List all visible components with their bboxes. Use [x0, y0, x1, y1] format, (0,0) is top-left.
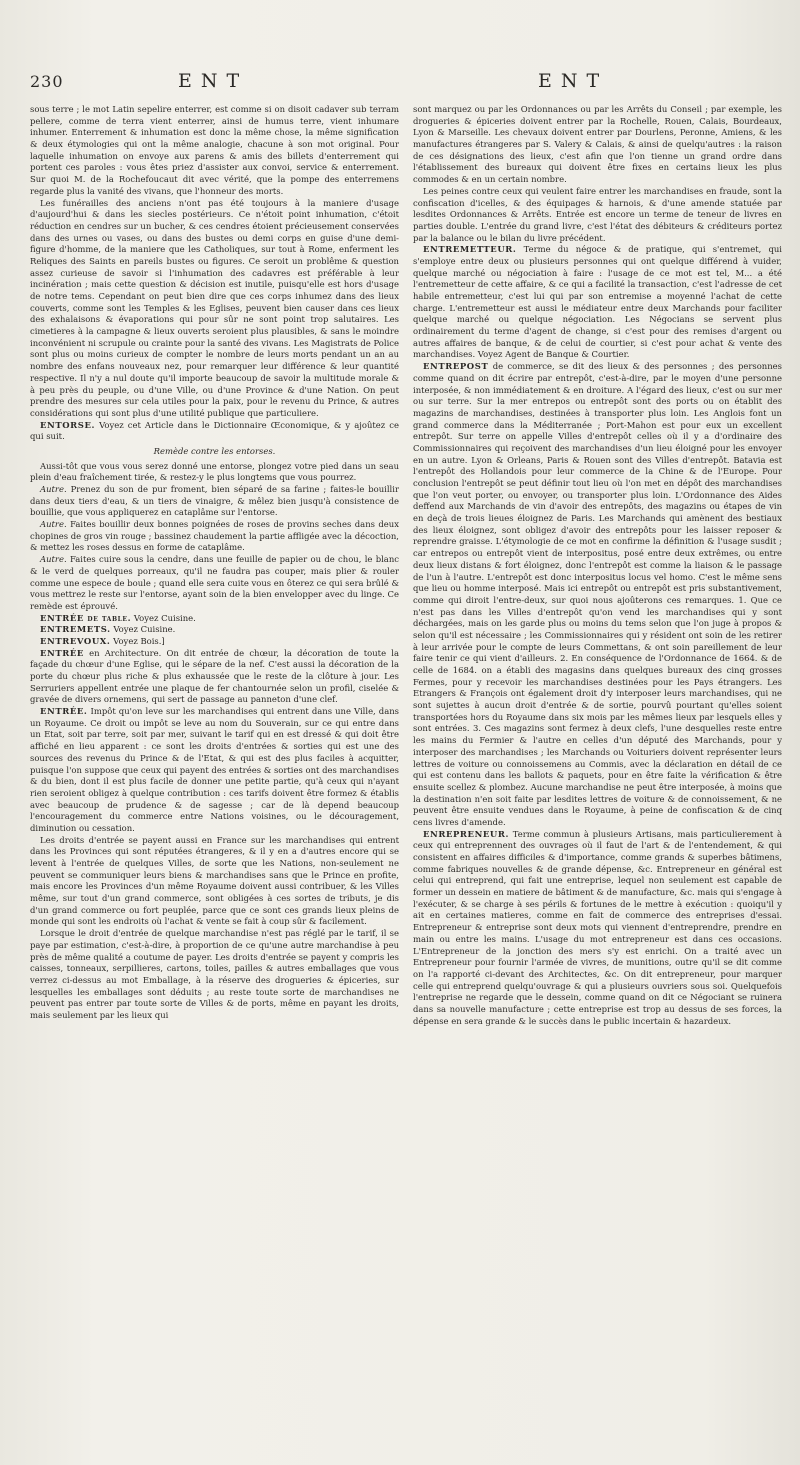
entry-headword: ENTRÉE de table.: [40, 612, 132, 623]
running-head-right: ENT: [538, 70, 609, 92]
entry-text: Faites cuire sous la cendre, dans une feuille de papier ou de chou, le blanc & le verd de quelques porreaux, qu'il ne faudra pas couper, mais plier & rouler comme une espece de boule ; quand elle sera cuite vous en ôterez ce qui sera brûlé & vous mettrez le reste sur l'entorse, ayant soin de la bien envelopper avec du linge. Ce remède est éprouvé.: [30, 554, 399, 611]
paragraph: [30, 624, 399, 636]
paragraph: [30, 104, 399, 198]
right-column: [413, 104, 782, 1455]
entry-headword: ENTORSE.: [40, 419, 96, 430]
paragraph: [30, 648, 399, 706]
entry-text: sous terre ; le mot Latin sepelire enterrer, est comme si on disoit cadaver sub terram pellere, comme de terra vient enterrer, ainsi de humus terre, vient inhumare inhumer. Enterrement & inhumation est donc la même chose, la même signification & deux étymologies qui ont la même analogie, chacune à son mot original. Pour laquelle inhumation on envoye aux parens & amis des billets d'enterrement qui portent ces paroles : vous êtes priez d'assister aux convoi, service & enterrement. Sur quoi M. de la Rochefoucaut dit avec vérité, que la pompe des enterremens regarde plus la vanité des vivans, que l'honneur des morts.: [30, 104, 399, 196]
entry-text: sont marquez ou par les Ordonnances ou par les Arrêts du Conseil ; par exemple, les drogueries & épiceries doivent entrer par la Rochelle, Rouen, Calais, Bourdeaux, Lyon & Marseille. Les chevaux doivent entrer par Dourlens, Peronne, Amiens, & les manufactures étrangeres par S. Valery & Calais, & ainsi de quelqu'autres : la raison de ces désignations des lieux, c'est afin que l'on tienne un grand ordre dans l'établissement des bureaux qui doivent être fixes en certains lieux les plus commodes & en un certain nombre.: [413, 104, 782, 185]
paragraph: [413, 361, 782, 829]
running-head-left: ENT: [178, 70, 249, 92]
entry-text: Remède contre les entorses.: [153, 445, 276, 456]
entry-text: en Architecture. On dit entrée de chœur, la décoration de toute la façade du chœur d'une Eglise, qui le sépare de la nef. C'est aussi la décoration de la porte du chœur plus riche & plus exhaussée que le reste de la clôture à jour. Les Serruriers appellent entrée une plaque de fer chantournée selon un profil, ciselée & gravée de divers ornemens, qui sert de passage au panneton d'une clef.: [30, 647, 399, 705]
entry-text: Prenez du son de pur froment, bien séparé de sa farine ; faites-le bouillir dans deux tiers d'eau, & un tiers de vinaigre, & mêlez bien jusqu'à consistence de bouillie, que vous appliquerez en cataplâme sur l'entorse.: [30, 484, 399, 518]
entry-text: Faites bouillir deux bonnes poignées de roses de provins seches dans deux chopines de gros vin rouge ; bassinez chaudement la partie affligée avec la décoction, & mettez les roses dessus en forme de cataplâme.: [30, 519, 399, 553]
paragraph: [30, 835, 399, 929]
paragraph: [30, 198, 399, 420]
paragraph: [30, 613, 399, 625]
paragraph: [30, 554, 399, 612]
text-columns: [30, 104, 782, 1455]
paragraph: [30, 519, 399, 554]
paragraph: [413, 186, 782, 244]
paragraph: [30, 420, 399, 443]
entry-headword: ENREPRENEUR.: [423, 828, 510, 839]
entry-headword: ENTREPOST: [423, 361, 489, 372]
entry-text: Impôt qu'on leve sur les marchandises qui entrent dans une Ville, dans un Royaume. Ce droit ou impôt se leve au nom du Souverain, sur ce qui entre dans un Etat, soit par terre, soit par mer, suivant le tarif qui en est dressé & qui doit être affiché en lieu apparent : ce sont les droits d'entrées & sorties qui est une des sources des revenus du Prince & de l'Etat, & qui est des plus faciles à acquitter, puisque l'on suppose que ceux qui payent des entrées & sorties ont des marchandises & du bien, dont il est plus facile de donner une petite partie, qu'à ceux qui n'ayant rien seroient obligez à quelque contribution : ces tarifs doivent être formez & établis avec beaucoup de prudence & de sagesse ; car de là depend beaucoup l'encouragement du commerce entre Nations voisines, ou le découragement, diminution ou cessation.: [30, 706, 399, 833]
variant-label: Autre.: [40, 484, 67, 494]
entry-text: de commerce, se dit des lieux & des personnes ; des personnes comme quand on dit écrire par entrepôt, c'est-à-dire, par le moyen d'une personne interposée, & non immédiatement & en droiture. A l'égard des lieux, c'est ou sur mer ou sur terre. Sur la mer entrepos ou entrepôt sont des ports ou on établit des magazins de marchandises, destinées à transporter plus loin. Les Anglois font un grand commerce dans la Méditerranée ; Port-Mahon est pour eux un excellent entrepôt. Sur terre on appelle Villes d'entrepôt celles où il y a d'ordinaire des Commissionnaires qui reçoivent des marchandises d'un lieu éloigné pour les envoyer en un autre. Lyon & Orleans, Paris & Rouen sont des Villes d'entrepôt. Batavia est l'entrepôt des Hollandois pour leur commerce de la Chine & de l'Europe. Pour conclusion l'entrepôt se peut définir tout lieu où l'on met en dépôt des marchandises que l'on veut porter, ou envoyer, ou transporter plus loin. L'Ordonnance des Aides deffend aux Marchands de vin d'avoir des entrepôts, des magazins ou étapes de vin en deçà de trois lieues éloignez de Paris. Les Marchands qui amènent des bestiaux des lieux éloignez, sont obligez d'avoir des entrepôts pour les laisser reposer & reprendre graisse. L'étymologie de ce mot en confirme la définition & l'usage susdit ; car entrepos ou entrepôt vient de interpositus, posé entre deux extrêmes, ou entre deux lieux distans & fort éloignez, donc l'entrepôt est comme la liaison & le passage de l'un à l'autre. L'entrepôt est donc interpositus locus vel homo. C'est le même sens que lieu ou homme interposé. Mais ici entrepôt ou entrepôt est pris substantivement, comme qui diroit l'entre-deux, sur quoi nous ajoûterons ces remarques. 1. Que ce n'est pas dans les Villes d'entrepôt qu'on vend les marchandises qui y sont déchargées, mais on les garde plus ou moins du tems selon que l'on juge à propos & selon qu'il est nécessaire ; les Commissionnaires qui y résident ont soin de les retirer à leur arrivée pour le compte de leurs Commettans, & ont soin pareillement de leur faire tenir ce qui vient d'ailleurs. 2. En conséquence de l'Ordonnance de 1664. & de celle de 1684. on a établi des magasins dans quelques bureaux des cinq grosses Fermes, pour y recevoir les marchandises destinées pour les Pays étrangers. Les Etrangers & François ont également droit d'y interposer leurs marchandises, qui ne sont sujettes à aucun droit d'entrée & de sortie, pourvû pourtant qu'elles soient transportées hors du Royaume dans six mois par les mêmes lieux par lesquels elles y sont entrées. 3. Ces magazins sont fermez à deux clefs, l'une desquelles reste entre les mains du Fermier & l'autre en celles d'un député des Marchands, pour y interposer des marchandises ; les Marchands ou Voituriers doivent représenter leurs lettres de voiture ou connoissemens au Commis, avec la déclaration en détail de ce qui est contenu dans les ballots & paquets, pour en être faite la vérification & être ensuite scellez & plombez. Aucune marchandise ne peut être interposée, à moins que la destination n'en soit faite par lesdites lettres de voiture & de connoissement, & ne peuvent être ensuite vendues dans le Royaume, à peine de confiscation & de cinq cens livres d'amende.: [413, 361, 782, 827]
left-column: [30, 104, 399, 1455]
paragraph: [30, 636, 399, 648]
paragraph: [30, 461, 399, 484]
entry-text: Terme commun à plusieurs Artisans, mais particulierement à ceux qui entreprennent des ouvrages où il faut de l'art & de l'entendement, & qui consistent en affaires difficiles & d'importance, comme grands & superbes bâtimens, comme fabriques nouvelles & de grande dépense, &c. Entrepreneur en général est celui qui entreprend, qui fait une entreprise, lequel non seulement est capable de former un dessein en matiere de bâtiment & de manufacture, &c. mais qui s'engage à l'exécuter, & se charge à ses périls & fortunes de le mettre à exécution : quoiqu'il y ait en certaines matieres, comme en fait de commerce des entreprises d'essai. Entrepreneur & entreprise sont deux mots qui viennent d'entreprendre, prendre en main ou entre les mains. L'usage du mot entrepreneur est dans ces occasions. L'Entrepreneur de la jonction des mers s'y est enrichi. On a traité avec un Entrepreneur pour fournir l'armée de vivres, de munitions, outre qu'il se dit comme on l'a rapporté ci-devant des Architectes, &c. On dit entrepreneur, pour marquer celle qui entreprend quelqu'ouvrage & qui a plusieurs ouvriers sous soi. Quelquefois l'entreprise ne regarde que le dessein, comme quand on dit ce Négociant se ruinera dans sa nouvelle manufacture ; cette entreprise est trop au dessus de ses forces, la dépense en sera grande & le succès dans le public incertain & hazardeux.: [413, 828, 782, 1026]
entry-headword: ENTREMETS.: [40, 624, 111, 635]
entry-text: Voyez cet Article dans le Dictionnaire Œconomique, & y ajoûtez ce qui suit.: [30, 419, 399, 442]
section-subtitle: [30, 446, 399, 458]
paragraph: [413, 244, 782, 361]
paragraph: [30, 706, 399, 835]
entry-headword: ENTRÉE.: [40, 706, 88, 717]
paragraph: [30, 928, 399, 1022]
variant-label: Autre.: [40, 554, 67, 565]
entry-text: Voyez Cuisine.: [113, 624, 176, 635]
entry-text: Lorsque le droit d'entrée de quelque marchandise n'est pas réglé par le tarif, il se paye par estimation, c'est-à-dire, à proportion de ce qu'une autre marchandise à peu près de même qualité a coutume de payer. Les droits d'entrée se payent y compris les caisses, tonneaux, serpillieres, cartons, toiles, pailles & autres emballages que vous verrez ci-dessus au mot Emballage, à la réserve des drogueries & épiceries, sur lesquelles les emballages sont déduits ; au reste toute sorte de marchandises ne peuvent pas entrer par toute sorte de Villes & de ports, même en payant les droits, mais seulement par les lieux qui: [30, 928, 399, 1020]
entry-text: Terme du négoce & de pratique, qui s'entremet, qui s'employe entre deux ou plusieurs personnes qui ont quelque différend à vuider, quelque marché ou négociation à faire : l'usage de ce mot est tel, M... a été l'entremetteur de cette affaire, & ce qui a facilité la transaction, c'est l'adresse de cet habile entremetteur, c'est lui qui par son entremise a moyenné l'achat de cette charge. L'entremetteur est aussi le médiateur entre deux Marchands pour faciliter quelque marché ou quelque négociation. Les Négocians se servent plus ordinairement du terme d'agent de change, si c'est pour des remises d'argent ou autres affaires de banque, & de celui de courtier, si c'est pour achat & vente des marchandises. Voyez Agent de Banque & Courtier.: [413, 244, 782, 360]
entry-headword: ENTREMETTEUR.: [423, 244, 517, 255]
paragraph: [413, 104, 782, 186]
entry-text: Voyez Bois.]: [113, 635, 165, 646]
paragraph: [30, 484, 399, 519]
variant-label: Autre.: [40, 519, 67, 530]
entry-text: Les peines contre ceux qui veulent faire entrer les marchandises en fraude, sont la confiscation d'icelles, & des équipages & harnois, & d'une amende statuée par lesdites Ordonnances & Arrêts. Entrée est encore un terme de teneur de livres en parties double. L'entrée du grand livre, c'est l'état des débiteurs & créditeurs portez par la balance ou le bilan du livre précédent.: [413, 185, 782, 243]
entry-text: Les funérailles des anciens n'ont pas été toujours à la maniere d'usage d'aujourd'hui & dans les siecles postérieurs. Ce n'étoit point inhumation, c'étoit réduction en cendres sur un bucher, & ces cendres étoient précieusement conservées dans des urnes ou vases, ou dans des bustes ou demi corps en guise d'une demi-figure d'homme, de la maniere que les Catholiques, sur tout à Rome, enferment les Reliques des Saints en pareils bustes ou figures. Ce seroit un problême & question assez curieuse de savoir si l'inhumation des cadavres est préférable à leur incinération ; mais cette question & décision est inutile, puisqu'elle est hors d'usage de notre tems. Cependant on peut bien dire que ces corps inhumez dans des lieux couverts, comme sont les Temples & les Eglises, peuvent bien causer dans ces lieux des exhalaisons & évaporations qui pour sûr ne sont point trop salutaires. Les cimetieres à la campagne & lieux ouverts seroient plus plausibles, & sans le moindre inconvénient ni scrupule ou crainte pour la santé des vivans. Les Magistrats de Police sont plus ou moins curieux de compter le nombre de leurs morts pendant un an au nombre des enfans nouveaux nez, pour remarquer leur différence & leur quantité respective. Il n'y a nul doute qu'il importe beaucoup de savoir la multitude morale & à peu près du peuple, ou d'une Ville, ou d'une Province & d'une Nation. On peut prendre des mesures sur cela utiles pour la paix, pour le revenu du Prince, & autres considérations qui sont plus d'une utilité publique que particuliere.: [30, 197, 399, 418]
entry-text: Aussi-tôt que vous vous serez donné une entorse, plongez votre pied dans un seau plein d'eau fraîchement tirée, & restez-y le plus longtems que vous pourrez.: [30, 460, 399, 483]
entry-text: Voyez Cuisine.: [133, 612, 196, 623]
paragraph: [413, 829, 782, 1028]
entry-headword: ENTRÉE: [40, 647, 84, 658]
entry-headword: ENTREVOUX.: [40, 635, 111, 646]
entry-text: Les droits d'entrée se payent aussi en France sur les marchandises qui entrent dans les Provinces qui sont réputées étrangeres, & il y en a d'autres encore qui se levent à l'entrée de quelques Villes, de sorte que les Nations, non-seulement ne peuvent se communiquer leurs biens & marchandises sans que le Prince en profite, mais encore les Provinces d'un même Royaume doivent aussi contribuer, & les Villes même, sur tout d'un grand commerce, sont obligées à ces sortes de tributs, je dis d'un grand commerce ou fort peuplée, parce que ce sont ces grands lieux pleins de monde qui sont les endroits où l'achat & vente se fait à coup sûr & facilement.: [30, 834, 399, 927]
page-number: 230: [30, 72, 64, 91]
